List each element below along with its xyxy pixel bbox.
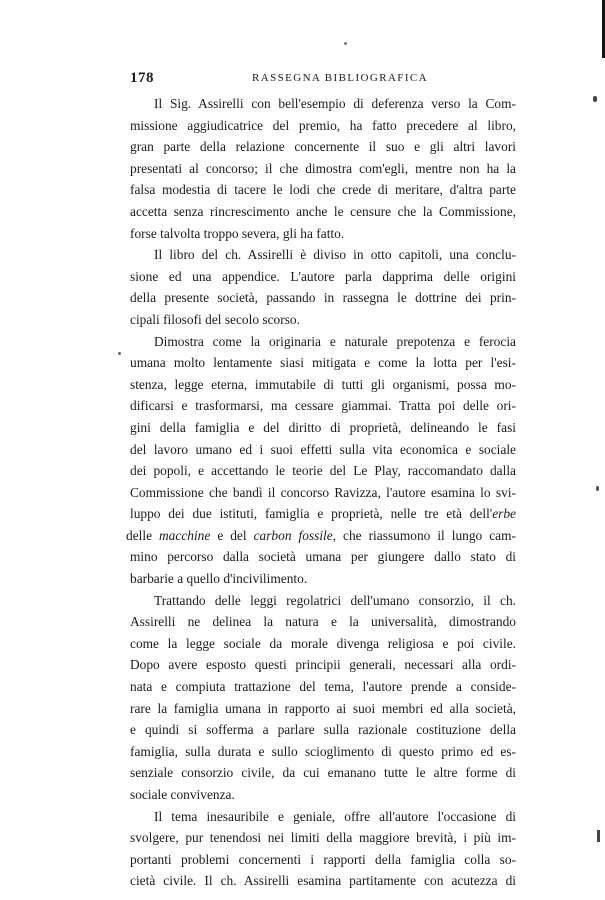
text-line: gran parte della relazione concernente il suo e gli altri lavori xyxy=(130,139,516,155)
text-segment: luppo dei due istituti, famiglia e proprietà, nelle tre età dell' xyxy=(130,506,493,522)
text-line: Trattando delle leggi regolatrici dell'umano consorzio, il ch. xyxy=(154,592,516,608)
text-line: umana molto lentamente siasi mitigata e come la lotta per l'esi- xyxy=(130,355,516,371)
text-line: cietà civile. Il ch. Assirelli esamina partitamente con acutezza di xyxy=(130,873,516,889)
scan-speck xyxy=(344,42,347,45)
text-line: svolgere, pur tenendosi nei limiti della maggiore brevità, i più im- xyxy=(130,830,516,846)
body-text xyxy=(126,93,516,892)
text-line: Il libro del ch. Assirelli è diviso in otto capitoli, una conclu- xyxy=(154,247,516,263)
text-line: accetta senza rincrescimento anche le censure che la Commissione, xyxy=(130,203,516,219)
text-line: sione ed una appendice. L'autore parla dapprima delle origini xyxy=(130,268,516,284)
text-line xyxy=(130,503,516,525)
text-line: gini della famiglia e del diritto di proprietà, delineando le fasi xyxy=(130,419,516,435)
text-line: del lavoro umano ed i suoi effetti sulla vita economica e sociale xyxy=(130,441,516,457)
text-line: famiglia, sulla durata e sullo scioglimento di questo primo ed es- xyxy=(130,743,516,759)
paragraph-5 xyxy=(130,806,516,892)
text-segment: delle xyxy=(126,527,153,543)
running-title: RASSEGNA BIBLIOGRAFICA xyxy=(252,72,428,84)
text-line: Dimostra come la originaria e naturale prepotenza e ferocia xyxy=(154,333,516,349)
text-line: Il Sig. Assirelli con bell'esempio di deferenza verso la Com- xyxy=(154,96,516,111)
text-line: missione aggiudicatrice del premio, ha fatto precedere al libro, xyxy=(130,117,516,133)
text-line: dei popoli, e accettando le teorie del Le Play, raccomandato dalla xyxy=(130,463,516,479)
text-line: mino percorso dalla società umana per giungere dallo stato di xyxy=(130,549,516,565)
paragraph-3 xyxy=(126,331,516,590)
text-line xyxy=(126,525,516,547)
text-line: Assirelli ne delinea la natura e la universalità, dimostrando xyxy=(130,614,516,630)
text-line: presentati al concorso; il che dimostra com'egli, mentre non ha la xyxy=(130,160,516,176)
text-line: barbarie a quello d'incivilimento. xyxy=(130,571,308,587)
italic-term: macchine xyxy=(159,527,211,543)
scan-edge-mark xyxy=(596,486,599,491)
text-line: sociale convivenza. xyxy=(130,787,235,802)
paragraph-1 xyxy=(130,93,516,244)
text-line: Commissione che bandì il concorso Ravizza, l'autore esamina lo svi- xyxy=(130,484,516,500)
scan-speck xyxy=(118,352,121,355)
paragraph-4 xyxy=(130,590,516,806)
text-line: forse talvolta troppo severa, gli ha fatto. xyxy=(130,225,345,241)
text-line: senziale consorzio civile, da cui emanano tutte le altre forme di xyxy=(130,765,516,781)
text-line: rare la famiglia umana in rapporto ai suoi membri ed alla società, xyxy=(130,700,516,716)
text-line: nata e compiuta trattazione del tema, l'autore prende a conside- xyxy=(130,679,516,695)
text-line: Dopo avere esposto questi principii generali, necessari alla ordi- xyxy=(130,657,516,673)
italic-term: carbon fossile xyxy=(253,527,333,543)
text-line: dificarsi e trasformarsi, ma cessare giammai. Tratta poi delle ori- xyxy=(130,398,516,414)
text-line: portanti problemi concernenti i rapporti della famiglia colla so- xyxy=(130,851,516,867)
paragraph-2 xyxy=(130,244,516,330)
italic-term: erbe xyxy=(492,506,516,522)
text-line: della presente società, passando in rassegna le dottrine dei prin- xyxy=(130,290,516,306)
text-line: falsa modestia di tacere le lodi che crede di meritare, d'altra parte xyxy=(130,182,516,198)
text-line: come la legge sociale da morale divenga religiosa e poi civile. xyxy=(130,635,516,651)
text-segment: , che riassumono il lungo cam- xyxy=(332,527,516,543)
text-line: stenza, legge eterna, immutabile di tutti gli organismi, possa mo- xyxy=(130,376,516,392)
scan-edge-mark xyxy=(593,96,597,102)
text-line: e quindi si sofferma a parlare sulla razionale costituzione della xyxy=(130,722,516,738)
text-line: cipali filosofi del secolo scorso. xyxy=(130,311,300,327)
text-segment: e del xyxy=(217,527,247,543)
scan-edge-mark xyxy=(597,830,600,842)
text-line: Il tema inesauribile e geniale, offre all'autore l'occasione di xyxy=(154,808,516,824)
page-header xyxy=(130,70,516,90)
page-number: 178 xyxy=(130,70,154,86)
